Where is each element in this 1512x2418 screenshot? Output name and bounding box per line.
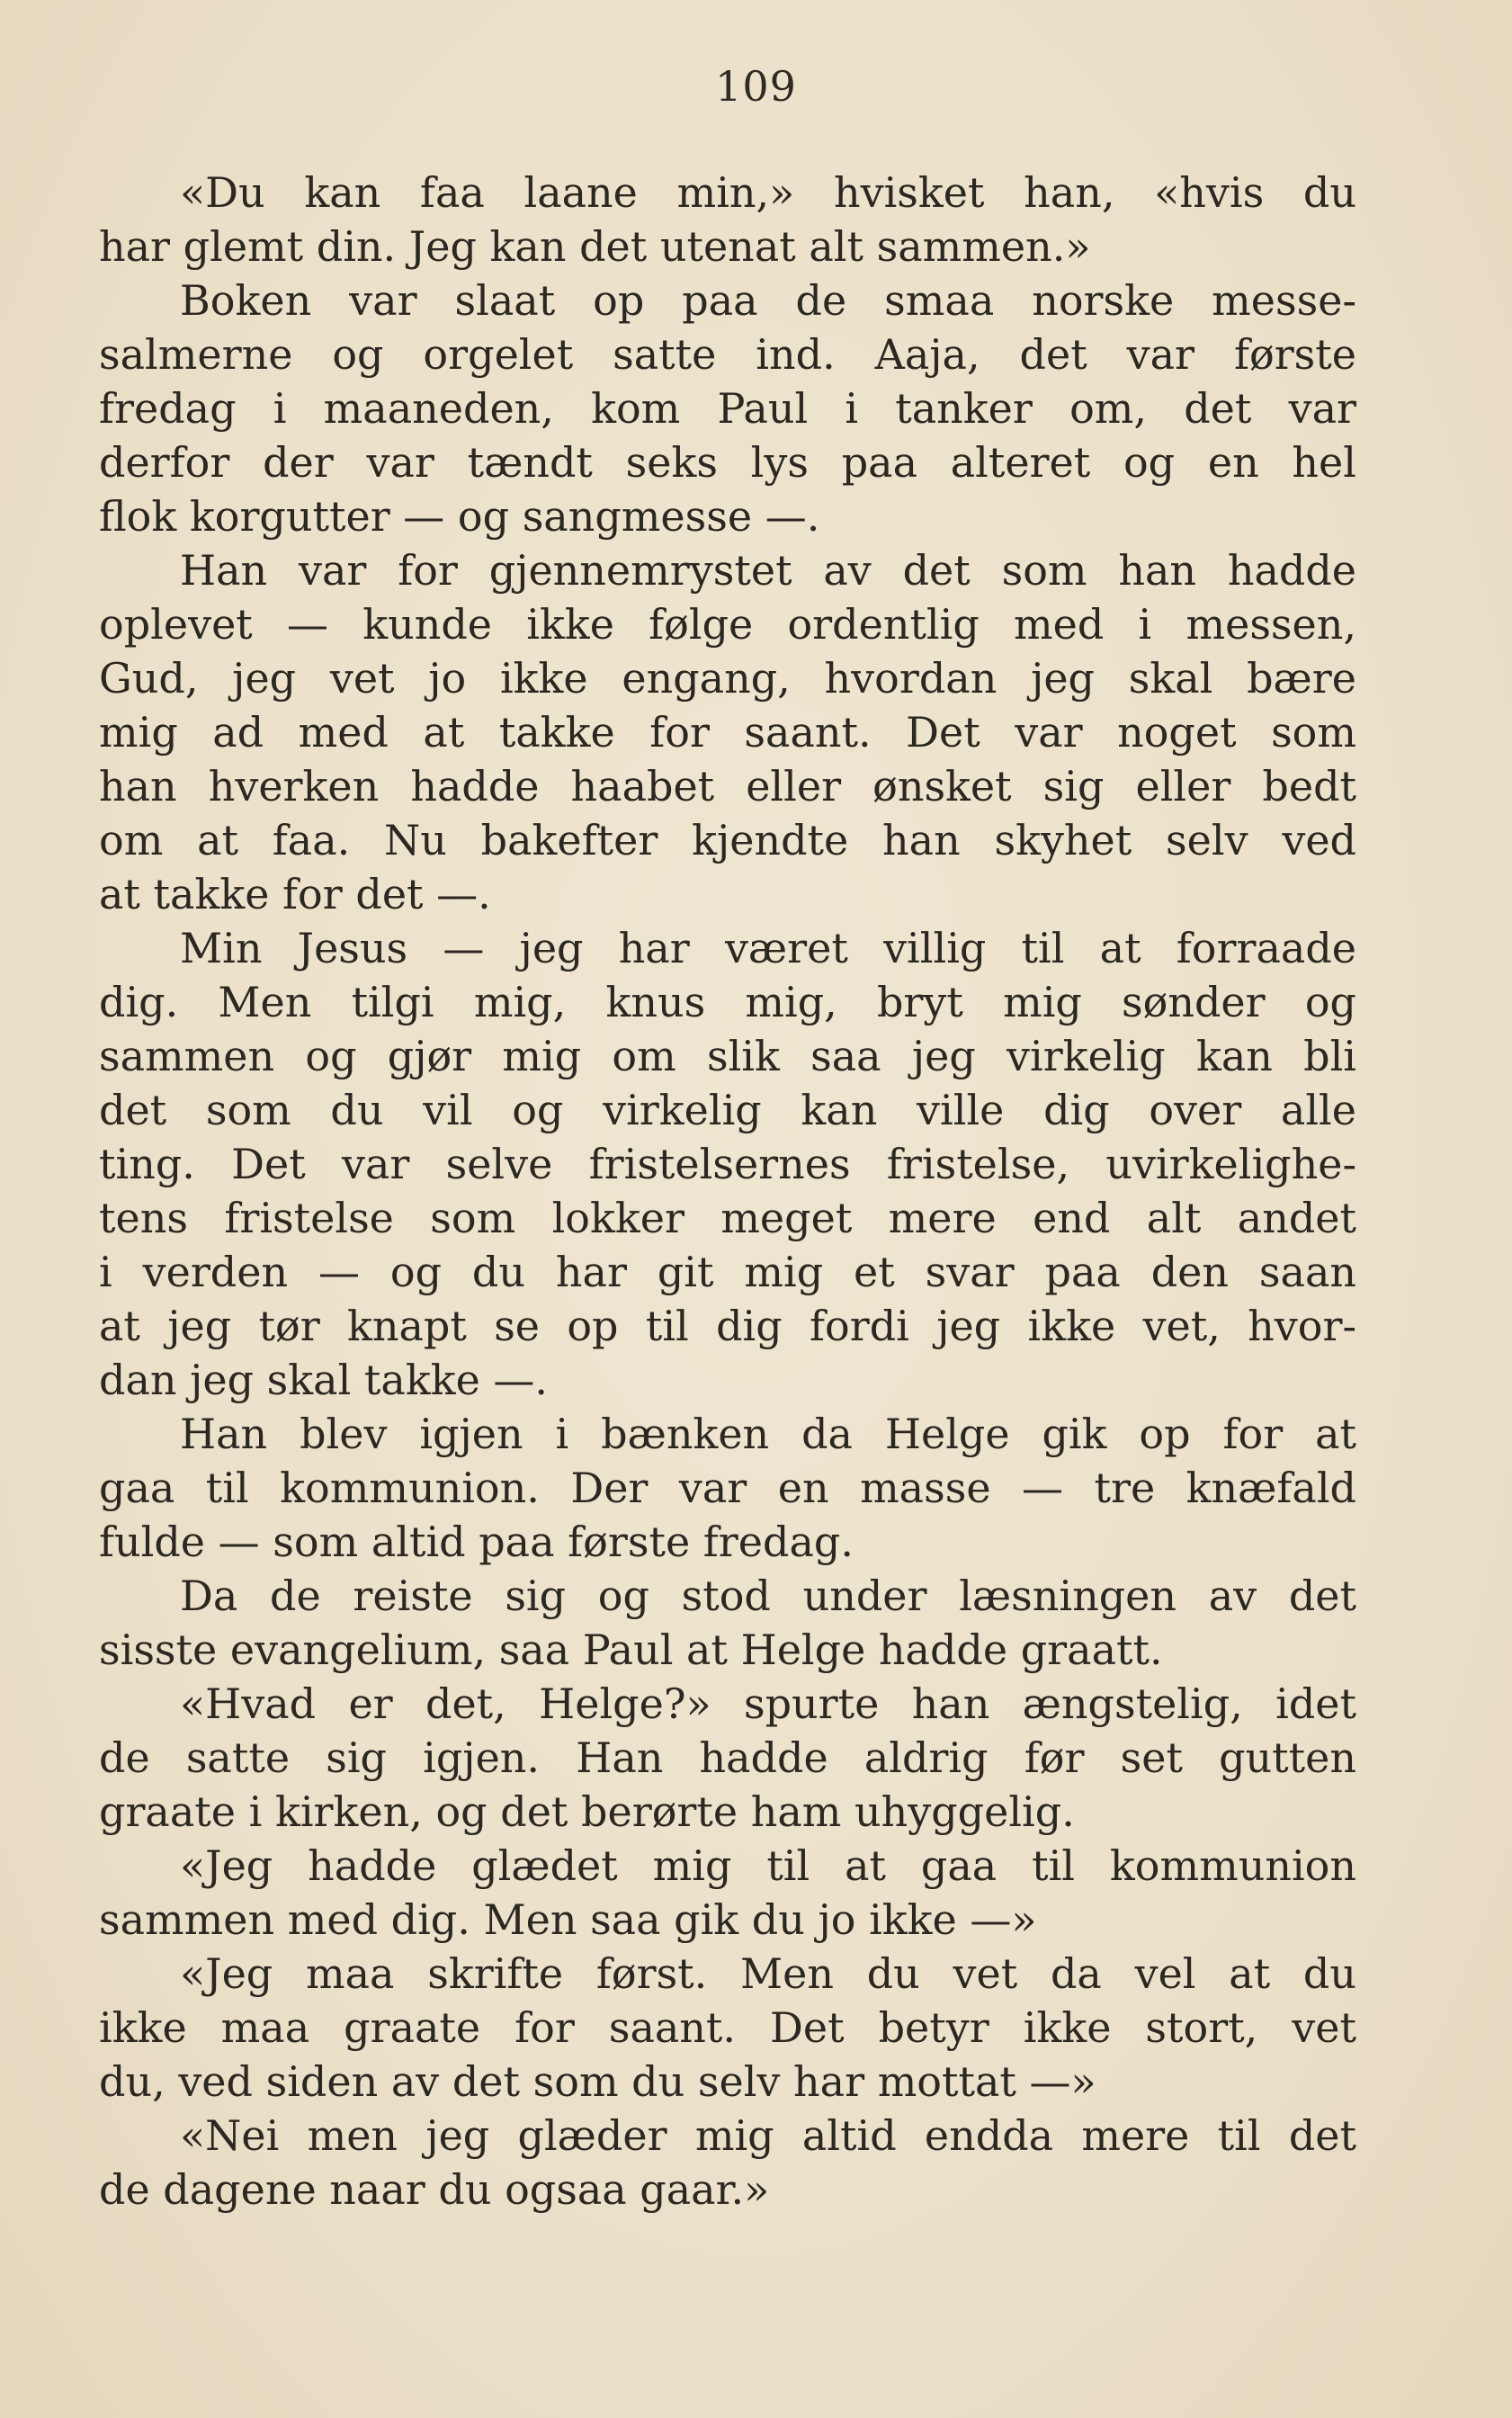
text-line: ting. Det var selve fristelsernes fristelse, uvirkelighe-	[99, 1140, 1356, 1188]
text-line: han hverken hadde haabet eller ønsket sig eller bedt	[99, 762, 1356, 810]
text-line: flok korgutter — og sangmesse —.	[99, 492, 820, 541]
text-line: at takke for det —.	[99, 870, 491, 918]
text-line: Boken var slaat op paa de smaa norske messe-	[180, 276, 1356, 325]
text-line: dig. Men tilgi mig, knus mig, bryt mig sønder og	[99, 978, 1356, 1026]
text-line: derfor der var tændt seks lys paa alteret og en hel	[99, 438, 1356, 487]
text-line: de dagene naar du ogsaa gaar.»	[99, 2165, 770, 2214]
text-line: fulde — som altid paa første fredag.	[99, 1518, 854, 1566]
text-line: fredag i maaneden, kom Paul i tanker om, det var	[99, 384, 1356, 433]
text-line: «Nei men jeg glæder mig altid endda mere til det	[180, 2111, 1356, 2160]
text-line: sammen med dig. Men saa gik du jo ikke —»	[99, 1895, 1037, 1944]
text-line: sisste evangelium, saa Paul at Helge hadde graatt.	[99, 1625, 1163, 1674]
text-line: tens fristelse som lokker meget mere end alt andet	[99, 1194, 1356, 1242]
text-line: de satte sig igjen. Han hadde aldrig før set gutten	[99, 1733, 1356, 1782]
text-line: «Jeg maa skrifte først. Men du vet da vel at du	[180, 1949, 1356, 1998]
text-line: oplevet — kunde ikke følge ordentlig med i messen,	[99, 600, 1356, 649]
text-line: graate i kirken, og det berørte ham uhyggelig.	[99, 1787, 1075, 1836]
text-line: Han var for gjennemrystet av det som han hadde	[180, 546, 1356, 595]
text-line: har glemt din. Jeg kan det utenat alt sammen.»	[99, 222, 1091, 271]
text-line: Min Jesus — jeg har været villig til at forraade	[180, 924, 1356, 972]
page-number: 109	[715, 62, 797, 111]
text-line: ikke maa graate for saant. Det betyr ikke stort, vet	[99, 2003, 1356, 2052]
text-line: mig ad med at takke for saant. Det var noget som	[99, 708, 1356, 757]
text-line: «Du kan faa laane min,» hvisket han, «hvis du	[180, 168, 1356, 217]
text-line: Gud, jeg vet jo ikke engang, hvordan jeg skal bære	[99, 654, 1356, 703]
text-line: «Jeg hadde glædet mig til at gaa til kommunion	[180, 1841, 1356, 1890]
text-line: om at faa. Nu bakefter kjendte han skyhet selv ved	[99, 816, 1356, 864]
text-line: i verden — og du har git mig et svar paa den saan	[99, 1248, 1356, 1296]
text-line: salmerne og orgelet satte ind. Aaja, det var første	[99, 330, 1356, 379]
text-line: gaa til kommunion. Der var en masse — tre knæfald	[99, 1464, 1356, 1512]
text-line: sammen og gjør mig om slik saa jeg virkelig kan bli	[99, 1032, 1356, 1080]
text-line: det som du vil og virkelig kan ville dig over alle	[99, 1086, 1356, 1134]
text-line: «Hvad er det, Helge?» spurte han ængstelig, idet	[180, 1679, 1356, 1728]
text-line: Da de reiste sig og stod under læsningen av det	[180, 1572, 1356, 1620]
text-line: Han blev igjen i bænken da Helge gik op for at	[180, 1410, 1356, 1458]
text-line: at jeg tør knapt se op til dig fordi jeg ikke vet, hvor-	[99, 1302, 1356, 1350]
text-line: du, ved siden av det som du selv har mottat —»	[99, 2057, 1096, 2106]
body-text	[99, 166, 1356, 2216]
text-line: dan jeg skal takke —.	[99, 1356, 549, 1404]
